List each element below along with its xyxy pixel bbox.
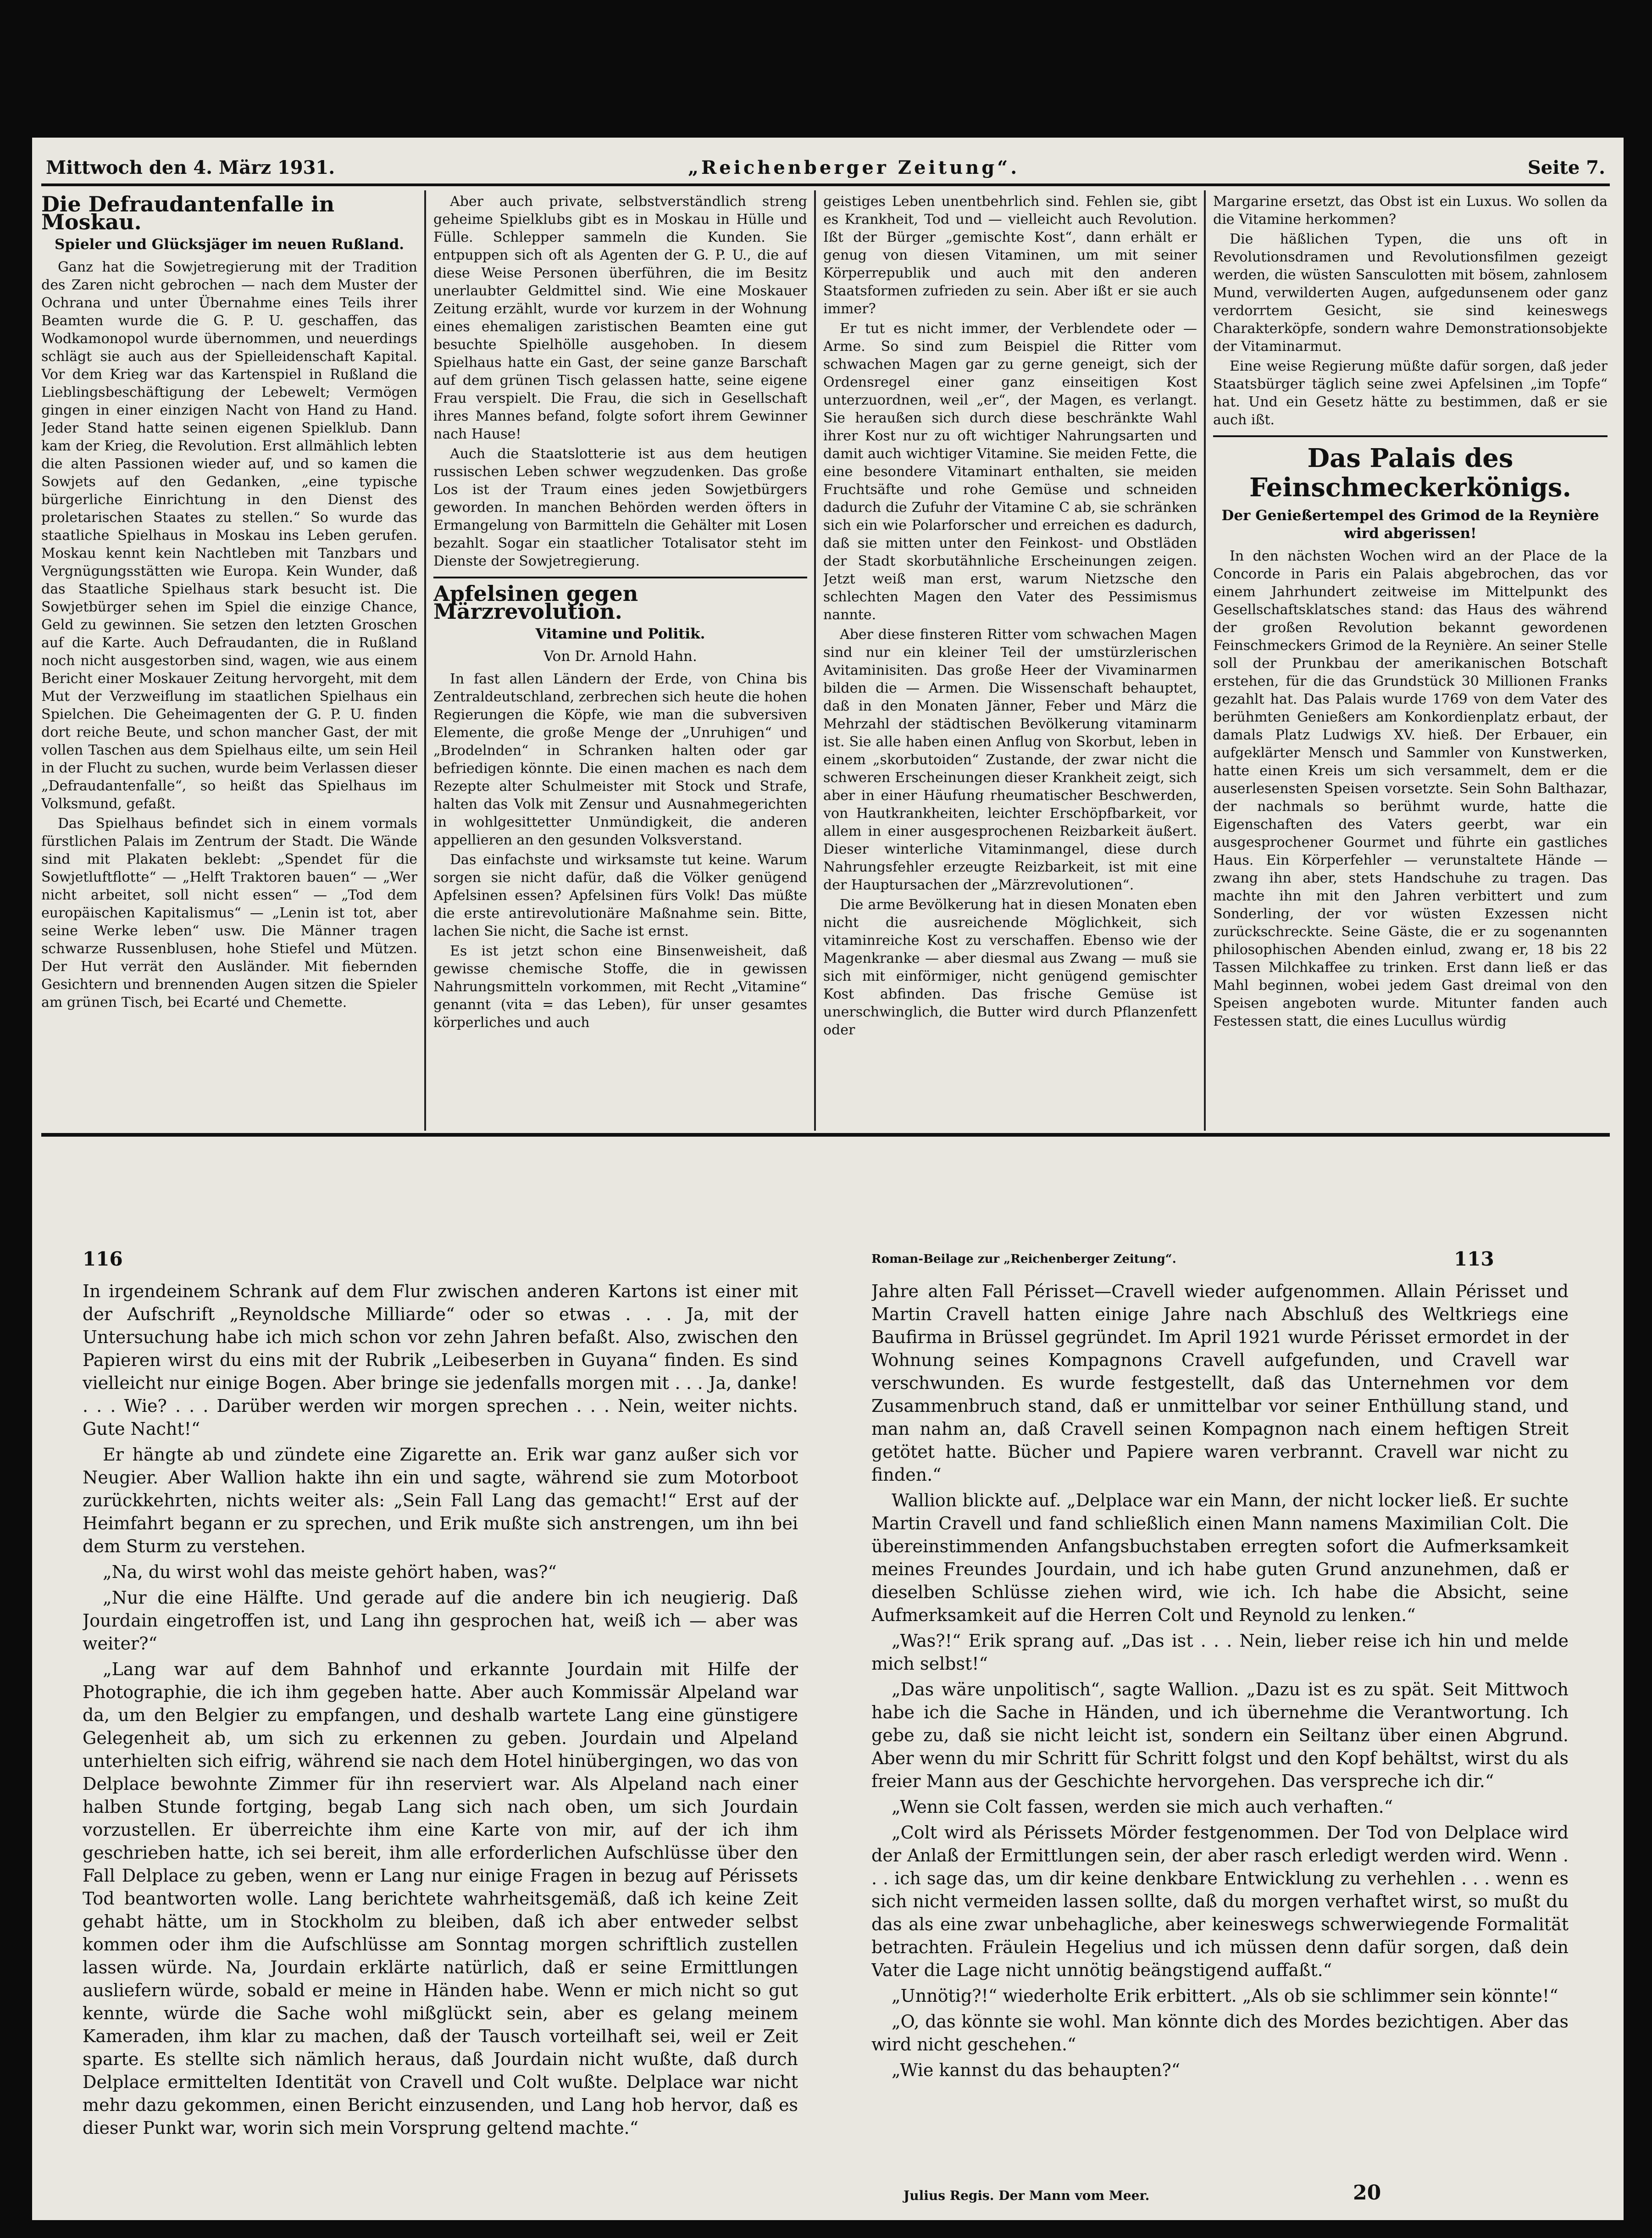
supplement-right-page xyxy=(871,1280,1569,2160)
header-masthead: „Reichenberger Zeitung“. xyxy=(688,157,1020,178)
supplement-heading: Roman-Beilage zur „Reichenberger Zeitung“. xyxy=(871,1252,1176,1266)
column-three xyxy=(823,193,1197,1128)
article-author: Von Dr. Arnold Hahn. xyxy=(543,648,697,665)
paragraph: „Was?!“ Erik sprang auf. „Das ist . . . Nein, lieber reise ich hin und melde mich selbst!“ xyxy=(871,1631,1569,1674)
supplement-left-page-number: 116 xyxy=(83,1248,123,1270)
article-separator xyxy=(433,577,807,578)
paragraph: In irgendeinem Schrank auf dem Flur zwischen anderen Kartons ist einer mit der Aufschrift „Reynoldsche Milliarde“ oder so etwas . . . Ja, mit der Untersuchung habe ich mich schon vor zehn Jahren befaßt. Also, zwischen den Papieren wirst du eins mit der Rubrik „Leibeserben in Guyana“ finden. Es sind vielleicht nur einige Bogen. Aber bringe sie jedenfalls morgen mit . . . Ja, danke! . . . Wie? . . . Darüber werden wir morgen sprechen . . . Nein, weiter nichts. Gute Nacht!“ xyxy=(83,1281,798,1439)
article-separator xyxy=(1213,435,1608,437)
paragraph: Das Spielhaus befindet sich in einem vormals fürstlichen Palais im Zentrum der Stadt. Die Wände sind mit Plakaten beklebt: „Spendet für die Sowjetluftflotte“ — „Helft Traktoren bauen“ — „Wer nicht arbeitet, soll nicht essen“ — „Tod dem europäischen Kapitalismus“ — „Lenin ist tot, aber seine Werke leben“ usw. Die Männer tragen schwarze Russenblusen, hohe Stiefel und Mützen. Der Hut verrät den Ausländer. Mit fiebernden Gesichtern und brennenden Augen sitzen die Spieler am grünen Tisch, bei Ecarté und Chemette. xyxy=(41,816,417,1011)
paragraph: „Unnötig?!“ wiederholte Erik erbittert. „Als ob sie schlimmer sein könnte!“ xyxy=(892,1986,1558,2006)
supplement-left-page xyxy=(83,1280,798,2193)
header-rule xyxy=(41,183,1610,186)
paragraph: Eine weise Regierung müßte dafür sorgen, daß jeder Staatsbürger täglich seine zwei Apfelsinen „im Topfe“ hat. Und ein Gesetz hätte zu bestimmen, daß er sie auch ißt. xyxy=(1213,358,1608,428)
supplement-footer-number: 20 xyxy=(1353,2181,1381,2205)
page-header xyxy=(46,151,1605,183)
paragraph: Er tut es nicht immer, der Verblendete oder — Arme. So sind zum Beispiel die Ritter vom schwachen Magen gar zu gerne geneigt, sich der Ordensregel einer ganz einseitigen Kost unterzuordnen, weil „er“, der Magen, es verlangt. Sie heraußen sich durch diese beschränkte Wahl ihrer Kost nur zu oft wichtiger Nahrungsarten und damit auch wichtiger Vitamine. Sie meiden Fette, die eine besondere Vitaminart enthalten, sie meiden Fruchtsäfte und rohe Gemüse und schneiden dadurch die Zufuhr der Vitamine C ab, sie schränken sich ein wie Polarforscher und erreichen es dadurch, daß sie mitten unter den Feinkost- und Obstläden der Stadt skorbutähnliche Erscheinungen zeigen. Jetzt weiß man erst, warum Nietzsche den schlechten Magen den Vater des Pessimismus nannte. xyxy=(823,321,1197,623)
article-defraudanten xyxy=(41,193,417,1128)
article-title: Die Defraudantenfalle in Moskau. xyxy=(41,193,335,234)
paragraph: „Wenn sie Colt fassen, werden sie mich auch verhaften.“ xyxy=(892,1797,1393,1817)
column-divider xyxy=(424,190,426,1131)
paragraph: Aber auch private, selbstverständlich streng geheime Spielklubs gibt es in Moskau in Hülle und Fülle. Schlepper sammeln die Kunden. Sie entpuppen sich oft als Agenten der G. P. U., die auf diese Weise Personen überführen, die im Besitz unerlaubter Geldmittel sind. Wie eine Moskauer Zeitung erzählt, wurde vor kurzem in der Wohnung eines ehemaligen zaristischen Beamten eine gut besuchte Spielhölle ausgehoben. In diesem Spielhaus hatte ein Gast, der seine ganze Barschaft auf dem grünen Tisch gelassen hatte, seine eigene Frau verspielt. Die Frau, die sich in Gesellschaft ihres Mannes befand, folgte sofort ihrem Gewinner nach Hause! xyxy=(433,194,807,442)
paragraph: „Nur die eine Hälfte. Und gerade auf die andere bin ich neugierig. Daß Jourdain eingetroffen ist, und Lang ihn gesprochen hat, weiß ich — aber was weiter?“ xyxy=(83,1588,798,1654)
paragraph: „O, das könnte sie wohl. Man könnte dich des Mordes bezichtigen. Aber das wird nicht geschehen.“ xyxy=(871,2011,1569,2055)
newspaper-sheet xyxy=(32,138,1624,2220)
article-title: Das Palais des Feinschmeckerkönigs. xyxy=(1249,443,1571,503)
column-divider xyxy=(814,190,816,1131)
header-date: Mittwoch den 4. März 1931. xyxy=(46,157,335,178)
section-rule xyxy=(41,1133,1610,1137)
paragraph: Die arme Bevölkerung hat in diesen Monaten eben nicht die ausreichende Möglichkeit, sich vitaminreiche Kost zu verschaffen. Ebenso wie der Magenkranke — aber diesmal aus Zwang — muß sie sich mit einförmiger, nicht genügend gemischter Kost abfinden. Das frische Gemüse ist unerschwinglich, die Butter wird durch Pflanzenfett oder xyxy=(823,897,1197,1038)
paragraph: „Wie kannst du das behaupten?“ xyxy=(892,2060,1181,2080)
paragraph: Die häßlichen Typen, die uns oft in Revolutionsdramen und Revolutionsfilmen gezeigt werden, die wüsten Sansculotten mit bösem, zahnlosem Mund, verwilderten Augen, aufgedunsenem oder ganz verdorrtem Gesicht, sie sind keineswegs Charakterköpfe, sondern wahre Demonstrationsobjekte der Vitaminarmut. xyxy=(1213,231,1608,355)
paragraph: „Na, du wirst wohl das meiste gehört haben, was?“ xyxy=(103,1562,557,1582)
paragraph: Margarine ersetzt, das Obst ist ein Luxus. Wo sollen da die Vitamine herkommen? xyxy=(1213,194,1608,228)
supplement-footer-text: Julius Regis. Der Mann vom Meer. xyxy=(904,2188,1150,2203)
column-divider xyxy=(1204,190,1206,1131)
supplement-right-page-number: 113 xyxy=(1454,1248,1494,1270)
header-page-number: Seite 7. xyxy=(1527,157,1605,178)
article-subtitle: Der Genießertempel des Grimod de la Reynière wird abgerissen! xyxy=(1221,507,1599,542)
paragraph: Ganz hat die Sowjetregierung mit der Tradition des Zaren nicht gebrochen — nach dem Muster der Ochrana und unter Übernahme eines Teils ihrer Beamten wurde die G. P. U. geschaffen, das Wodkamonopol wurde übernommen, und neuerdings schlägt sie auch aus der Spielleidenschaft Kapital. Vor dem Krieg war das Kartenspiel in Rußland die Lieblingsbeschäftigung der Lebewelt; Vermögen gingen in einer einzigen Nacht von Hand zu Hand. Jeder Stand hatte seinen eigenen Spielklub. Dann kam der Krieg, die Revolution. Erst allmählich lebten die alten Passionen wieder auf, und so kamen die Sowjets auf den Gedanken, „eine typische bürgerliche Einrichtung in den Dienst des proletarischen Staates zu stellen.“ So wurde das staatliche Spielhaus in Moskau ins Leben gerufen. Moskau kennt kein Nachtleben mit Tanzbars und Vergnügungsstätten wie Europa. Kein Wunder, daß das Staatliche Spielhaus stark besucht ist. Die Sowjetbürger sehen im Spiel die einzige Chance, Geld zu gewinnen. Sie setzen den letzten Groschen auf die Karte. Auch Defraudanten, die in Rußland noch nicht ausgestorben sind, wagen, wie aus einem Bericht einer Moskauer Zeitung hervorgeht, mit dem Mut der Verzweiflung im staatlichen Spielhaus ein Spielchen. Die Geheimagenten der G. P. U. finden dort reiche Beute, und schon mancher Gast, der mit vollen Taschen aus dem Spielhaus eilte, um sein Heil in der Flucht zu suchen, wurde beim Verlassen dieser „Defraudantenfalle“, so heißt das Spielhaus im Volksmund, gefaßt. xyxy=(41,259,417,812)
paragraph: Es ist jetzt schon eine Binsenweisheit, daß gewisse chemische Stoffe, die in gewissen Nahrungsmitteln vorkommen, mit Recht „Vitamine“ genannt (vita = das Leben), für unser gesamtes körperliches und auch xyxy=(433,943,807,1031)
paragraph: „Das wäre unpolitisch“, sagte Wallion. „Dazu ist es zu spät. Seit Mittwoch habe ich die Sache in Händen, und ich übernehme die Verantwortung. Ich gebe zu, daß sie nicht leicht ist, sondern ein Seiltanz über einen Abgrund. Aber wenn du mir Schritt für Schritt folgst und den Kopf behältst, wirst du als freier Mann aus der Geschichte hervorgehen. Das verspreche ich dir.“ xyxy=(871,1679,1569,1791)
article-title: Apfelsinen gegen Märzrevolution. xyxy=(433,581,638,624)
article-subtitle: Vitamine und Politik. xyxy=(535,626,705,642)
paragraph: Er hängte ab und zündete eine Zigarette an. Erik war ganz außer sich vor Neugier. Aber Wallion hakte ihn ein und sagte, während sie zum Motorboot zurückkehrten, nichts weiter als: „Sein Fall Lang das gemacht!“ Erst auf der Heimfahrt begann er zu sprechen, und Erik mußte sich anstrengen, um ihn bei dem Sturm zu verstehen. xyxy=(83,1444,798,1556)
paragraph: Aber diese finsteren Ritter vom schwachen Magen sind nur ein kleiner Teil der umstürzlerischen Avitaminisiten. Das große Heer der Vivaminarmen bilden die — Armen. Die Wissenschaft behauptet, daß in den Monaten Jänner, Feber und März die Mehrzahl der städtischen Bevölkerung vitaminarm ist. Sie alle haben einen Anflug von Skorbut, leben in einem „skorbutoiden“ Zustande, der zwar nicht die schweren Erscheinungen dieser Krankheit zeigt, sich aber in einer Häufung rheumatischer Beschwerden, von Hautkrankheiten, leichter Erschöpfbarkeit, vor allem in einer ausgesprochenen Reizbarkeit äußert. Dieser winterliche Vitaminmangel, diese durch Nahrungsfehler erzeugte Reizbarkeit, ist mit eine der Hauptursachen der „Märzrevolutionen“. xyxy=(823,627,1197,893)
paragraph: geistiges Leben unentbehrlich sind. Fehlen sie, gibt es Krankheit, Tod und — vielleicht auch Revolution. Ißt der Bürger „gemischte Kost“, dann erhält er genug von diesen Vitaminen, um mit seiner Körperrepublik und auch mit den anderen Staatsformen zufrieden zu sein. Aber ißt er sie auch immer? xyxy=(823,194,1197,317)
paragraph: „Lang war auf dem Bahnhof und erkannte Jourdain mit Hilfe der Photographie, die ich ihm gegeben hatte. Aber auch Kommissär Alpeland war da, um den Belgier zu empfangen, und deshalb wartete Lang eine günstigere Gelegenheit ab, um sich zu erkennen zu geben. Jourdain und Alpeland unterhielten sich eifrig, während sie nach dem Hotel hinübergingen, wo das von Delplace bewohnte Zimmer für ihn reserviert war. Als Alpeland nach einer halben Stunde fortging, begab Lang sich nach oben, um sich Jourdain vorzustellen. Er überreichte ihm eine Karte von mir, auf der ich ihm geschrieben hatte, ich sei bereit, ihm alle erforderlichen Aufschlüsse über den Fall Delplace zu geben, wenn er Lang nur einige Fragen in bezug auf Périssets Tod beantworten wolle. Lang berichtete wahrheitsgemäß, daß ich keine Zeit gehabt hätte, um in Stockholm zu bleiben, daß ich aber entweder selbst kommen oder ihm die Aufschlüsse am Sonntag morgen schriftlich zustellen lassen würde. Na, Jourdain erklärte natürlich, daß er seine Ermittlungen ausliefern würde, sobald er meine in Händen habe. Wenn er mich nicht so gut kennte, würde die Sache wohl mißglückt sein, aber es gelang meinem Kameraden, ihm klar zu machen, daß der Tausch vorteilhaft sei, weil er Zeit sparte. Es stellte sich nämlich heraus, daß Jourdain nicht wußte, daß durch Delplace ermittelten Identität von Cravell und Colt wußte. Delplace war nicht mehr dazu gekommen, einen Bericht einzusenden, und Lang hob hervor, daß es dieser Punkt war, worin sich mein Vorsprung geltend machte.“ xyxy=(83,1659,798,2138)
column-two xyxy=(433,193,807,1128)
paragraph: „Colt wird als Périssets Mörder festgenommen. Der Tod von Delplace wird der Anlaß der Ermittlungen sein, der aber rasch erledigt werden wird. Wenn . . . ich sage das, um dir keine denkbare Entwicklung zu verhehlen . . . wenn es sich nicht vermeiden lassen sollte, daß du morgen verhaftet wirst, so mußt du das als eine zwar unbehagliche, aber keineswegs schwerwiegende Formalität betrachten. Fräulein Hegelius und ich müssen denn dafür sorgen, daß dein Vater die Lage nicht unnötig beängstigend auffaßt.“ xyxy=(871,1822,1569,1980)
paragraph: Das einfachste und wirksamste tut keine. Warum sorgen sie nicht dafür, daß die Völker genügend Apfelsinen essen? Apfelsinen fürs Volk! Das müßte die erste antirevolutionäre Maßnahme sein. Bitte, lachen Sie nicht, die Sache ist ernst. xyxy=(433,852,807,939)
paragraph: In fast allen Ländern der Erde, von China bis Zentraldeutschland, zerbrechen sich heute die hohen Regierungen die Köpfe, wie man die subversiven Elemente, die große Menge der „Unruhigen“ und „Brodelnden“ in Schranken halten oder gar befriedigen könnte. Die einen machen es nach dem Rezepte alter Schulmeister mit Stock und Strafe, halten das Volk mit Zensur und Ausnahmegerichten in wohlgesittetter Unmündigkeit, die anderen appellieren an den gesunden Volksverstand. xyxy=(433,671,807,848)
paragraph: Auch die Staatslotterie ist aus dem heutigen russischen Leben schwer wegzudenken. Das große Los ist der Traum eines jeden Sowjetbürgers geworden. In manchen Behörden werden öfters in Ermangelung von Barmitteln die Gehälter mit Losen bezahlt. Sogar ein staatlicher Totalisator steht im Dienste der Sowjetregierung. xyxy=(433,446,807,569)
paragraph: Wallion blickte auf. „Delplace war ein Mann, der nicht locker ließ. Er suchte Martin Cravell und fand schließlich einen Mann namens Maximilian Colt. Die übereinstimmenden Anfangsbuchstaben erregten sofort die Aufmerksamkeit meines Freundes Jourdain, und ich habe guten Grund anzunehmen, daß er dieselben Schlüsse ziehen wird, wie ich. Ich habe die Absicht, seine Aufmerksamkeit auf die Herren Colt und Reynold zu lenken.“ xyxy=(871,1490,1569,1625)
column-four xyxy=(1213,193,1608,1128)
paragraph: Jahre alten Fall Périsset—Cravell wieder aufgenommen. Allain Périsset und Martin Cravell hatten einige Jahre nach Abschluß des Weltkriegs eine Baufirma in Brüssel gegründet. Im April 1921 wurde Périsset ermordet in der Wohnung seines Kompagnons Cravell aufgefunden, und Cravell war verschwunden. Es wurde festgestellt, daß das Unternehmen vor dem Zusammenbruch stand, daß er unmittelbar vor seiner Enthüllung stand, und man nahm an, daß Cravell seinen Kompagnon nach einem heftigen Streit getötet hatte. Bücher und Papiere waren verbrannt. Cravell war nicht zu finden.“ xyxy=(871,1281,1569,1485)
article-subtitle: Spieler und Glücksjäger im neuen Rußland. xyxy=(54,236,405,253)
paragraph: In den nächsten Wochen wird an der Place de la Concorde in Paris ein Palais abgebrochen, das vor einem Jahrhundert zeitweise im Mittelpunkt des Gesellschaftsklatsches stand: das Haus des während der großen Revolution bekannt gewordenen Feinschmeckers Grimod de la Reynière. An seiner Stelle soll der Prunkbau der amerikanischen Botschaft erstehen, für die das Grundstück 30 Millionen Franks gezahlt hat. Das Palais wurde 1769 von dem Vater des berühmten Genießers am Konkordienplatz erbaut, der damals Platz Ludwigs XV. hieß. Der Erbauer, ein aufgeklärter Mensch und Sammler von Kunstwerken, hatte einen Kreis um sich versammelt, dem er die auserlesensten Speisen vorsetzte. Sein Sohn Balthazar, der nachmals so berühmt wurde, hatte die Eigenschaften des Vaters geerbt, war ein ausgesprochener Gourmet und führte ein gastliches Haus. Ein Körperfehler — verunstaltete Hände — zwang ihn aber, stets Handschuhe zu tragen. Das machte ihn mit den Jahren verbittert und zum Sonderling, der vor wüsten Exzessen nicht zurückschreckte. Seine Gäste, die er zu sogenannten philosophischen Abenden einlud, zwang er, 18 bis 22 Tassen Milchkaffee zu trinken. Erst dann ließ er das Mahl beginnen, wobei jedem Gast dreimal von den Speisen angeboten wurde. Mitunter fanden auch Festessen statt, die eines Lucullus würdig xyxy=(1213,548,1608,1029)
